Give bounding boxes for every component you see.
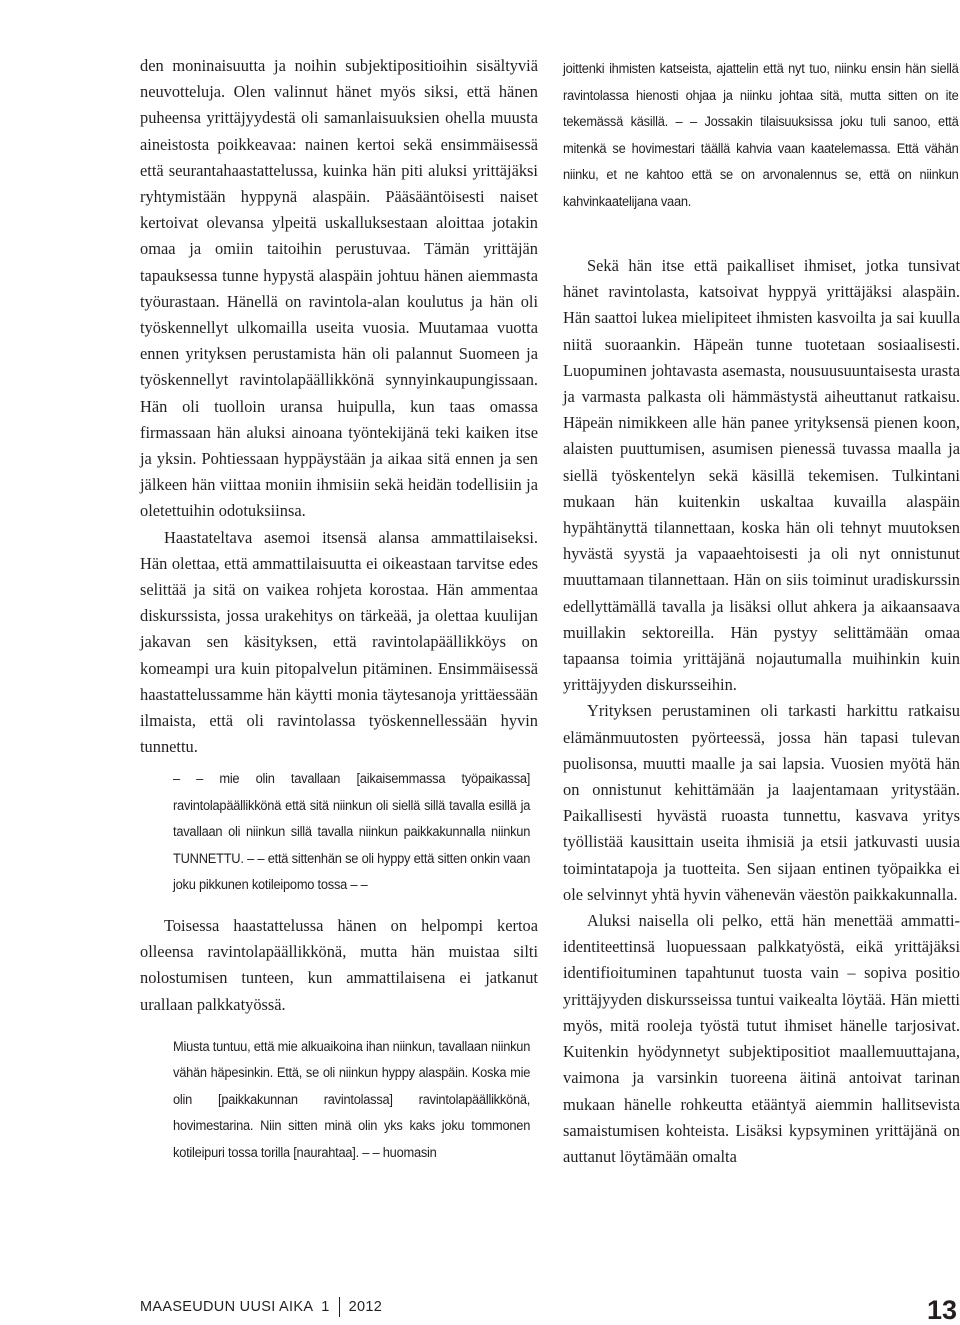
page-number: 13 (926, 1295, 957, 1325)
paragraph: Toisessa haastattelussa hänen on helpompi kertoa olleensa ravintolapäällikkönä, mutta hän muistaa silti nolostumisen tunteen, kun ammattilaisena ei jatkanut urallaan palkkatyössä. (140, 915, 538, 1014)
paragraph: Yrityksen perustaminen oli tarkasti harkittu ratkaisu elämänmuutosten pyörteessä, jossa hän tapasi tulevan puolisonsa, muutti maalle ja sai lapsia. Vuosien myötä hän on onnistunut kehittämään ja laajentamaan yritystään. Paikallisesti hyvästä ruoasta tunnettu, kasvava yritys työllistää kausittain useita ihmisiä ja etsii jatkuvasti uusia toimintatapoja ja tuotteita. Sen sijaan entinen työpaikka ei ole selvinnyt yhtä hyvin vähenevän väestön paikkakunnalla. (563, 701, 960, 904)
journal-name: MAASEUDUN UUSI AIKA (140, 1299, 314, 1315)
paragraph: den moninaisuutta ja noihin subjektipositioihin sisältyviä neuvotteluja. Olen valinnut hänet myös siksi, että hänen puheensa yrittäjyydestä oli samanlaisuuksien ohella muusta aineistosta poikkeavaa: nainen kertoi sekä ensimmäisessä että seurantahaastattelussa, kuinka hän piti aluksi yrittäjäksi ryhtymistään hyppynä alaspäin. Pääsääntöisesti naiset kertoivat olevansa ylpeitä uskalluksestaan aloittaa jotakin omaa ja omiin taitoihin perustuvaa. Tämän yrittäjän tapauksessa tunne hypystä alaspäin johtuu hänen aiemmasta työurastaan. Hänellä on ravintola-alan koulutus ja hän oli työskennellyt ulkomailla useita vuosia. Muutamaa vuotta ennen yrityksen perustamista hän oli palannut Suomeen ja työskennellyt ravintolapäällikkönä synnyinkaupungissaan. Hän oli tuolloin uransa huipulla, kun taas omassa firmassaan hän aluksi ainoana työntekijänä teki kaiken itse ja yksin. Pohtiessaan hyppäystään ja aikaa sitä ennen ja sen jälkeen hän viittaa moniin ihmisiin sekä heidän todellisiin ja oletettuihin odotuksiinsa. (140, 56, 538, 521)
paragraph: Aluksi naisella oli pelko, että hän menettää ammatti-identiteettinsä luopuessaan palkkatyöstä, eikä yrittäjäksi identifioituminen tapahtunut tuosta vain – sopiva positio yrittäjyyden diskursseissa tuntui vaikealta löytää. Hän mietti myös, mitä rooleja työstä tutut ihmiset hänelle tarjosivat. Kuitenkin hyödynnetyt subjektipositiot maallemuuttajana, vaimona ja varsinkin tuoreena äitinä antoivat tarinan mukaan hänelle rohkeutta etääntyä aiemmin hallitsevista samaistumisen kohteista. Lisäksi kypsyminen yrittäjänä on auttanut löytämään omalta (563, 911, 960, 1166)
paragraph: Haastateltava asemoi itsensä alansa ammattilaiseksi. Hän olettaa, että ammattilaisuutta ei oikeastaan tarvitse edes selittää ja sitä on vaikea rohjeta korostaa. Hän ammentaa diskurssista, jossa urakehitys on tärkeää, ja olettaa kuulijan jakavan sen käsityksen, että ravintolapäällikköys on komeampi ura kuin pitopalvelun pitäminen. Ensimmäisessä haastattelussamme hän käytti monia täytesanoja yrittäessään ilmaista, että oli ravintolassa työskennellessään hyvin tunnettu. (140, 527, 538, 757)
right-column (563, 56, 960, 1170)
interview-quote: – – mie olin tavallaan [aikaisemmassa työpaikassa] ravintolapäällikkönä että sitä niinkun oli siellä sillä tavalla esillä ja tavallaan oli niinkun sillä tavalla niinkun paikkakunnalla niinkun TUNNETTU. – – että sittenhän se oli hyppy että sitten onkin vaan joku pikkunen kotileipomo tossa – – (173, 771, 531, 893)
left-column (140, 53, 538, 1166)
issue-number: 1 (321, 1299, 330, 1315)
paragraph: Sekä hän itse että paikalliset ihmiset, jotka tunsivat hänet ravintolasta, katsoivat hyppyä yrittäjäksi alaspäin. Hän saattoi lukea mielipiteet ihmisten kasvoilta ja sai kuulla niitä suoraankin. Häpeän tunne tuotetaan sosiaalisesti. Luopuminen johtavasta asemasta, nousuusuuntaisesta urasta ja varmasta palkasta oli hämmästystä aiheuttanut ratkaisu. Häpeän nimikkeen alle hän panee yrityksensä pienen koon, alaisten puuttumisen, asumisen pienessä tuvassa maalla ja siellä työskentelyn sekä käsillä tekemisen. Tulkintani mukaan hän kuitenkin uskaltaa kuvailla alaspäin hypähtänyttä tilannettaan, koska hän oli tehnyt muutoksen hyvästä syystä ja vapaaehtoisesti ja oli nyt onnistunut muuttamaan tilannettaan. Hän on siis toiminut uradiskurssin edellyttämällä tavalla ja lisäksi ollut ahkera ja aikaansaava muillakin sektoreilla. Hän pystyy selittämään omaa tapaansa toimia yrittäjänä nojautumalla muihinkin kuin yrittäjyyden diskursseihin. (563, 256, 960, 695)
page-footer (140, 1297, 382, 1317)
footer-divider (339, 1297, 340, 1317)
interview-quote: Miusta tuntuu, että mie alkuaikoina ihan niinkun, tavallaan niinkun vähän häpesinkin. Että, se oli niinkun hyppy alaspäin. Koska mie olin [paikkakunnan ravintolassa] ravintolapäällikkönä, hovimestarina. Niin sitten minä olin yks kaks joku tommonen kotileipuri tossa torilla [naurahtaa]. – – huomasin (173, 1038, 531, 1160)
interview-quote-continued: joittenki ihmisten katseista, ajattelin että nyt tuo, niinku ensin hän siellä ravintolassa hienosti ohjaa ja niinku johtaa sitä, mutta sitten on ite tekemässä käsillä. – – Jossakin tilaisuuksissa joku tuli sanoo, että mitenkä se hovimestari täällä kahvia vaan kaatelemassa. Että vähän niinku, et ne kahtoo että se on arvonalennus se, että on niinkun kahvinkaatelijana vaan. (563, 61, 959, 209)
issue-year: 2012 (348, 1299, 383, 1315)
